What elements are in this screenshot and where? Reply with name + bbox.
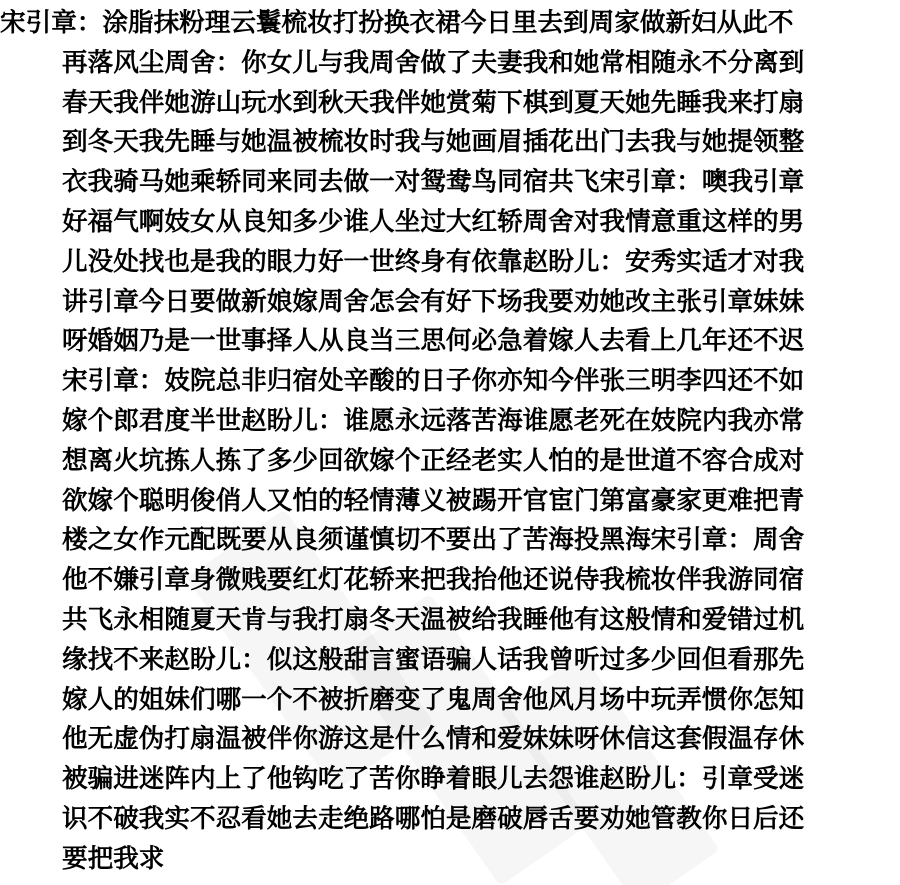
text-line: 被骗进迷阵内上了他钩吃了苦你睁着眼儿去怨谁赵盼儿：引章受迷 <box>62 764 805 795</box>
text-line: 他不嫌引章身微贱要红灯花轿来把我抬他还说侍我梳妆伴我游同宿 <box>62 565 805 596</box>
text-line: 嫁人的姐妹们哪一个不被折磨变了鬼周舍他风月场中玩弄惯你怎知 <box>62 684 805 715</box>
text-line: 嫁个郎君度半世赵盼儿：谁愿永远落苦海谁愿老死在妓院内我亦常 <box>62 405 805 436</box>
text-line: 他无虚伪打扇温被伴你游这是什么情和爱妹妹呀休信这套假温存休 <box>62 724 805 755</box>
lyrics-text-block <box>0 4 880 880</box>
text-line: 好福气啊妓女从良知多少谁人坐过大红轿周舍对我情意重这样的男 <box>62 206 805 237</box>
text-line: 欲嫁个聪明俊俏人又怕的轻情薄义被踢开官宦门第富豪家更难把青 <box>62 485 805 516</box>
text-line: 衣我骑马她乘轿同来同去做一对鸳鸯鸟同宿共飞宋引章：噢我引章 <box>62 167 805 198</box>
text-line: 缘找不来赵盼儿：似这般甜言蜜语骗人话我曾听过多少回但看那先 <box>62 644 805 675</box>
text-line: 呀婚姻乃是一世事择人从良当三思何必急着嫁人去看上几年还不迟 <box>62 326 805 357</box>
text-line: 再落风尘周舍：你女儿与我周舍做了夫妻我和她常相随永不分离到 <box>62 47 805 78</box>
text-line: 宋引章：涂脂抹粉理云鬟梳妆打扮换衣裙今日里去到周家做新妇从此不 <box>0 8 794 38</box>
text-line: 讲引章今日要做新娘嫁周舍怎会有好下场我要劝她改主张引章妹妹 <box>62 286 805 317</box>
text-line: 儿没处找也是我的眼力好一世终身有依靠赵盼儿：安秀实适才对我 <box>62 246 805 277</box>
text-line: 春天我伴她游山玩水到秋天我伴她赏菊下棋到夏天她先睡我来打扇 <box>62 87 805 118</box>
text-line: 想离火坑拣人拣了多少回欲嫁个正经老实人怕的是世道不容合成对 <box>62 445 805 476</box>
text-line: 要把我求 <box>62 843 165 874</box>
text-line: 共飞永相随夏天肯与我打扇冬天温被给我睡他有这般情和爱错过机 <box>62 604 805 635</box>
text-line: 宋引章：妓院总非归宿处辛酸的日子你亦知今伴张三明李四还不如 <box>62 366 805 397</box>
text-line: 识不破我实不忍看她去走绝路哪怕是磨破唇舌要劝她管教你日后还 <box>62 803 805 834</box>
text-line: 楼之女作元配既要从良须谨慎切不要出了苦海投黑海宋引章：周舍 <box>62 525 805 556</box>
text-line: 到冬天我先睡与她温被梳妆时我与她画眉插花出门去我与她提领整 <box>62 127 805 158</box>
